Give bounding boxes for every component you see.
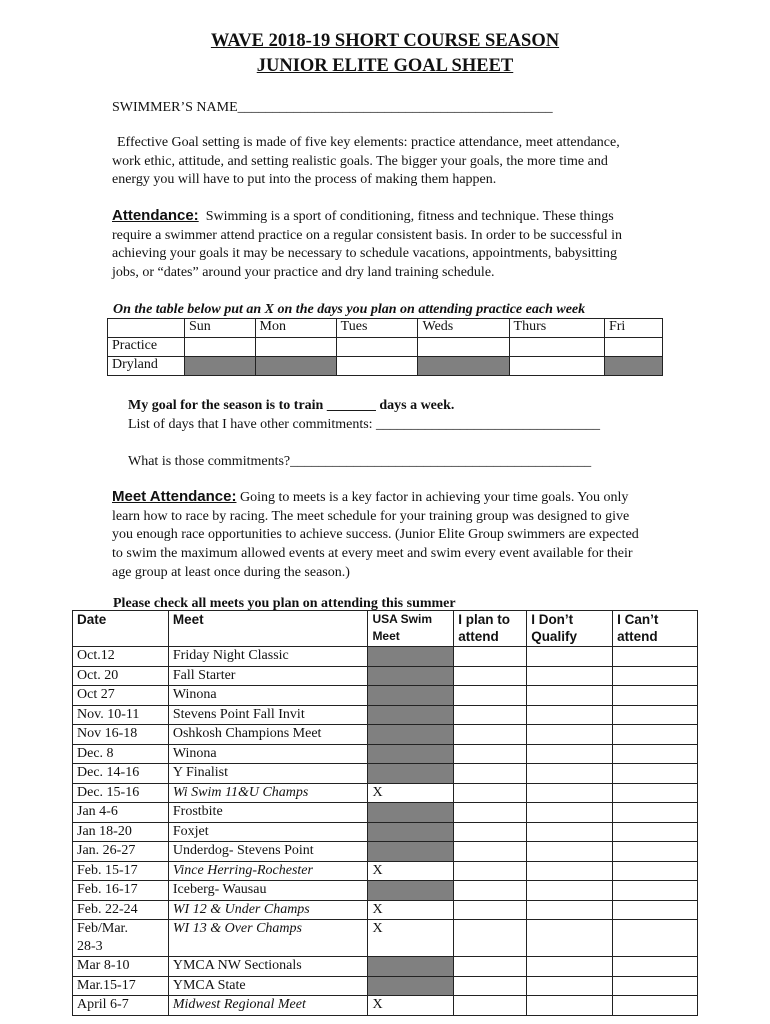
plan-to-attend-checkbox[interactable] — [454, 822, 527, 842]
plan-to-attend-checkbox[interactable] — [454, 705, 527, 725]
dont-qualify-checkbox[interactable] — [527, 705, 613, 725]
dryland-row — [108, 357, 663, 376]
cant-attend-checkbox[interactable] — [613, 725, 698, 745]
practice-table-instruction: On the table below put an X on the days you plan on attending practice each week — [113, 302, 586, 317]
meet-header: Meet — [168, 611, 368, 647]
plan-to-attend-checkbox[interactable] — [454, 783, 527, 803]
meet-date: Dec. 14-16 — [73, 764, 169, 784]
usa-swim-meet-cell: X — [368, 900, 454, 920]
dryland-cell-weds — [418, 357, 509, 376]
meet-name: YMCA State — [168, 976, 368, 996]
dryland-cell-thurs[interactable] — [509, 357, 604, 376]
dont-qualify-checkbox[interactable] — [527, 725, 613, 745]
day-header: Fri — [604, 319, 662, 338]
plan-to-attend-checkbox[interactable] — [454, 803, 527, 823]
dont-qualify-checkbox[interactable] — [527, 666, 613, 686]
meet-name: Winona — [168, 686, 368, 706]
usa-swim-meet-cell — [368, 803, 454, 823]
cant-attend-checkbox[interactable] — [613, 957, 698, 977]
usa-swim-meet-cell — [368, 842, 454, 862]
attendance-heading: Attendance: — [112, 207, 199, 224]
meet-date: Oct 27 — [73, 686, 169, 706]
meet-date: Jan. 26-27 — [73, 842, 169, 862]
attendance-line: Swimming is a sport of conditioning, fitness and technique. These things — [205, 209, 614, 224]
meet-date: Jan 4-6 — [73, 803, 169, 823]
intro-line: Effective Goal setting is made of five key elements: practice attendance, meet attendance, — [117, 135, 620, 150]
meet-row — [73, 764, 698, 784]
meet-date: Dec. 8 — [73, 744, 169, 764]
meet-row — [73, 725, 698, 745]
usa-swim-meet-cell: X — [368, 996, 454, 1016]
meet-name: Winona — [168, 744, 368, 764]
commitment-days-field[interactable]: List of days that I have other commitments: ________________________________ — [128, 417, 601, 432]
attendance-line: achieving your goals it may be necessary to schedule vacations, appointments, babysitting — [112, 246, 618, 262]
day-header: Mon — [255, 319, 336, 338]
cant-attend-checkbox[interactable] — [613, 666, 698, 686]
meet-name: Underdog- Stevens Point — [168, 842, 368, 862]
meet-row — [73, 744, 698, 764]
meet-date: Feb. 15-17 — [73, 861, 169, 881]
plan-to-attend-checkbox[interactable] — [454, 725, 527, 745]
usa-swim-meet-cell: X — [368, 783, 454, 803]
meet-row — [73, 976, 698, 996]
plan-to-attend-checkbox[interactable] — [454, 900, 527, 920]
usa-swim-meet-cell — [368, 744, 454, 764]
plan-to-attend-checkbox[interactable] — [454, 647, 527, 667]
meet-line: to swim the maximum allowed events at every meet and swim every event available for their — [112, 546, 633, 562]
cant-attend-checkbox[interactable] — [613, 920, 698, 957]
meet-row — [73, 842, 698, 862]
usa-swim-meet-cell — [368, 976, 454, 996]
intro-line: energy you will have to put into the process of making them happen. — [112, 172, 497, 188]
meet-attendance-heading: Meet Attendance: — [112, 488, 237, 505]
dont-qualify-checkbox[interactable] — [527, 803, 613, 823]
commitments-field[interactable]: What is those commitments?___________________________________________ — [128, 454, 592, 469]
plan-to-attend-checkbox[interactable] — [454, 957, 527, 977]
dont-qualify-checkbox[interactable] — [527, 881, 613, 901]
meet-schedule-header — [73, 611, 698, 647]
meet-date: Nov 16-18 — [73, 725, 169, 745]
meet-row — [73, 920, 698, 957]
dont-qualify-checkbox[interactable] — [527, 764, 613, 784]
day-header: Weds — [418, 319, 509, 338]
meet-name: Frostbite — [168, 803, 368, 823]
title-line-1: WAVE 2018-19 SHORT COURSE SEASON — [210, 31, 560, 51]
meet-schedule-table — [72, 610, 698, 1016]
day-header: Sun — [185, 319, 256, 338]
day-header: Tues — [336, 319, 418, 338]
meet-row — [73, 957, 698, 977]
plan-to-attend-checkbox[interactable] — [454, 976, 527, 996]
meet-name: Midwest Regional Meet — [168, 996, 368, 1016]
meet-date: Jan 18-20 — [73, 822, 169, 842]
plan-to-attend-checkbox[interactable] — [454, 686, 527, 706]
meet-name: Vince Herring-Rochester — [168, 861, 368, 881]
meet-attendance-paragraph — [112, 488, 692, 583]
dryland-cell-tues[interactable] — [336, 357, 418, 376]
dont-qualify-checkbox[interactable] — [527, 996, 613, 1016]
cant-attend-checkbox[interactable] — [613, 976, 698, 996]
plan-to-attend-checkbox[interactable] — [454, 920, 527, 957]
practice-cell-thurs[interactable] — [509, 338, 604, 357]
dont-qualify-checkbox[interactable] — [527, 976, 613, 996]
usa-swim-meet-cell — [368, 686, 454, 706]
date-header: Date — [73, 611, 169, 647]
practice-cell-mon[interactable] — [255, 338, 336, 357]
title-line-2: JUNIOR ELITE GOAL SHEET — [256, 56, 514, 76]
cant-attend-checkbox[interactable] — [613, 764, 698, 784]
dryland-cell-sun — [185, 357, 256, 376]
dont-qualify-checkbox[interactable] — [527, 686, 613, 706]
practice-cell-fri[interactable] — [604, 338, 662, 357]
cant-attend-checkbox[interactable] — [613, 842, 698, 862]
dont-qualify-checkbox[interactable] — [527, 822, 613, 842]
plan-to-attend-checkbox[interactable] — [454, 996, 527, 1016]
practice-cell-sun[interactable] — [185, 338, 256, 357]
attendance-line: require a swimmer attend practice on a regular consistent basis. In order to be successful in — [112, 227, 623, 243]
meet-name: Fall Starter — [168, 666, 368, 686]
usa-swim-meet-cell — [368, 705, 454, 725]
meet-name: Wi Swim 11&U Champs — [168, 783, 368, 803]
plan-to-attend-checkbox[interactable] — [454, 744, 527, 764]
meet-row — [73, 666, 698, 686]
dont-qualify-checkbox[interactable] — [527, 842, 613, 862]
practice-table-header-row — [108, 319, 663, 338]
cant-attend-checkbox[interactable] — [613, 705, 698, 725]
dont-qualify-header: I Don’t Qualify — [527, 611, 613, 647]
cant-attend-checkbox[interactable] — [613, 803, 698, 823]
plan-to-attend-checkbox[interactable] — [454, 881, 527, 901]
dryland-cell-fri — [604, 357, 662, 376]
row-label: Practice — [108, 338, 185, 357]
plan-to-attend-checkbox[interactable] — [454, 666, 527, 686]
meet-row — [73, 647, 698, 667]
plan-to-attend-checkbox[interactable] — [454, 842, 527, 862]
practice-cell-tues[interactable] — [336, 338, 418, 357]
cant-attend-checkbox[interactable] — [613, 861, 698, 881]
row-label: Dryland — [108, 357, 185, 376]
swimmer-name-field[interactable]: SWIMMER’S NAME_____________________________________________ — [112, 100, 553, 115]
meet-date: Feb/Mar. 28-3 — [73, 920, 169, 957]
meet-name: WI 13 & Over Champs — [168, 920, 368, 957]
cant-attend-checkbox[interactable] — [613, 881, 698, 901]
intro-paragraph — [112, 134, 692, 190]
meet-date: Mar.15-17 — [73, 976, 169, 996]
practice-cell-weds[interactable] — [418, 338, 509, 357]
meet-instruction: Please check all meets you plan on attending this summer — [113, 596, 456, 611]
cant-attend-checkbox[interactable] — [613, 783, 698, 803]
meet-date: Oct. 20 — [73, 666, 169, 686]
usa-swim-header: USA Swim Meet — [368, 611, 454, 647]
usa-swim-meet-cell: X — [368, 861, 454, 881]
attendance-paragraph — [112, 207, 692, 283]
meet-date: Feb. 16-17 — [73, 881, 169, 901]
training-goal-field[interactable]: My goal for the season is to train _______ days a week. — [128, 398, 455, 413]
meet-name: Iceberg- Wausau — [168, 881, 368, 901]
plan-to-attend-header: I plan to attend — [454, 611, 527, 647]
meet-name: Foxjet — [168, 822, 368, 842]
meet-date: April 6-7 — [73, 996, 169, 1016]
dont-qualify-checkbox[interactable] — [527, 957, 613, 977]
usa-swim-meet-cell — [368, 725, 454, 745]
practice-row — [108, 338, 663, 357]
cant-attend-checkbox[interactable] — [613, 822, 698, 842]
practice-table-corner — [108, 319, 185, 338]
meet-date: Feb. 22-24 — [73, 900, 169, 920]
day-header: Thurs — [509, 319, 604, 338]
meet-row — [73, 705, 698, 725]
meet-row — [73, 881, 698, 901]
meet-date: Nov. 10-11 — [73, 705, 169, 725]
meet-name: YMCA NW Sectionals — [168, 957, 368, 977]
meet-date: Oct.12 — [73, 647, 169, 667]
meet-row — [73, 900, 698, 920]
usa-swim-meet-cell — [368, 764, 454, 784]
meet-line: learn how to race by racing. The meet schedule for your training group was designed to give — [112, 508, 630, 524]
usa-swim-meet-cell: X — [368, 920, 454, 957]
meet-row — [73, 783, 698, 803]
usa-swim-meet-cell — [368, 822, 454, 842]
meet-row — [73, 861, 698, 881]
meet-date: Mar 8-10 — [73, 957, 169, 977]
attendance-line: jobs, or “dates” around your practice and dry land training schedule. — [112, 265, 495, 281]
usa-swim-meet-cell — [368, 647, 454, 667]
cant-attend-checkbox[interactable] — [613, 744, 698, 764]
cant-attend-checkbox[interactable] — [613, 900, 698, 920]
meet-name: Oshkosh Champions Meet — [168, 725, 368, 745]
plan-to-attend-checkbox[interactable] — [454, 861, 527, 881]
intro-line: work ethic, attitude, and setting realistic goals. The bigger your goals, the more time and — [112, 153, 608, 169]
usa-swim-meet-cell — [368, 666, 454, 686]
cant-attend-header: I Can’t attend — [613, 611, 698, 647]
dont-qualify-checkbox[interactable] — [527, 744, 613, 764]
dryland-cell-mon — [255, 357, 336, 376]
meet-name: WI 12 & Under Champs — [168, 900, 368, 920]
meet-line: you enough race opportunities to achieve success. (Junior Elite Group swimmers are expected — [112, 527, 639, 543]
meet-row — [73, 822, 698, 842]
meet-line: age group at least once during the season.) — [112, 564, 350, 580]
meet-name: Stevens Point Fall Invit — [168, 705, 368, 725]
cant-attend-checkbox[interactable] — [613, 686, 698, 706]
meet-row — [73, 686, 698, 706]
meet-name: Friday Night Classic — [168, 647, 368, 667]
usa-swim-meet-cell — [368, 957, 454, 977]
practice-table — [107, 318, 663, 376]
dont-qualify-checkbox[interactable] — [527, 900, 613, 920]
dont-qualify-checkbox[interactable] — [527, 647, 613, 667]
meet-row — [73, 996, 698, 1016]
meet-date: Dec. 15-16 — [73, 783, 169, 803]
usa-swim-meet-cell — [368, 881, 454, 901]
dont-qualify-checkbox[interactable] — [527, 861, 613, 881]
cant-attend-checkbox[interactable] — [613, 996, 698, 1016]
plan-to-attend-checkbox[interactable] — [454, 764, 527, 784]
dont-qualify-checkbox[interactable] — [527, 920, 613, 957]
meet-name: Y Finalist — [168, 764, 368, 784]
dont-qualify-checkbox[interactable] — [527, 783, 613, 803]
meet-line: Going to meets is a key factor in achieving your time goals. You only — [239, 490, 629, 505]
meet-row — [73, 803, 698, 823]
cant-attend-checkbox[interactable] — [613, 647, 698, 667]
